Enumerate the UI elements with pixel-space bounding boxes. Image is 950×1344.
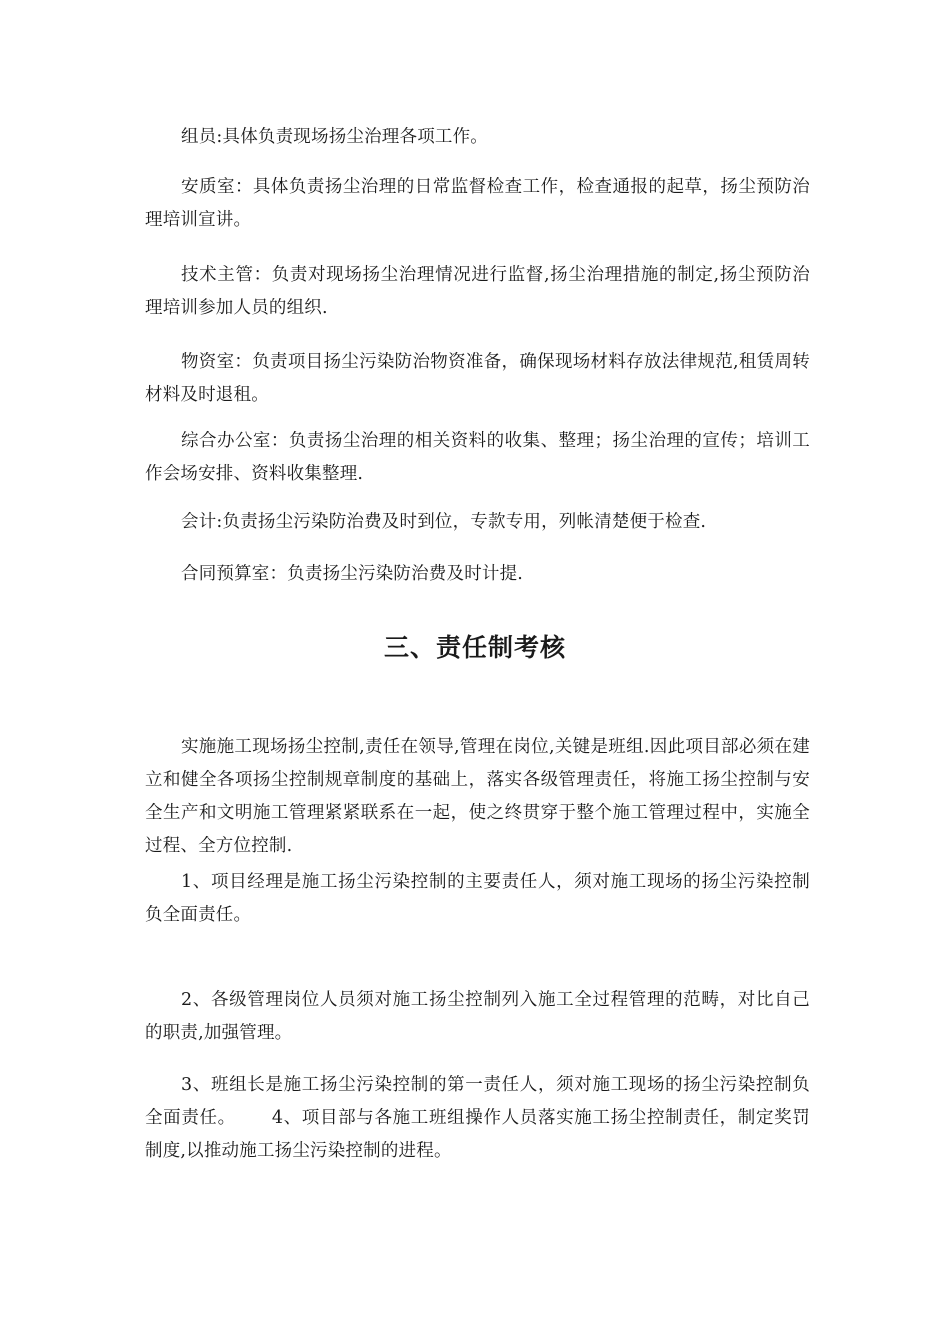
section-intro-paragraph: 实施施工现场扬尘控制,责任在领导,管理在岗位,关键是班组.因此项目部必须在建立和健全各项扬尘控制规章制度的基础上，落实各级管理责任，将施工扬尘控制与安全生产和文明施工管理紧紧联系在一起，使之终贯穿于整个施工管理过程中，实施全过程、全方位控制. <box>145 737 810 856</box>
responsibility-item-4: 4、项目部与各施工班组操作人员落实施工扬尘控制责任，制定奖罚制度,以推动施工扬尘污染控制的进程。 <box>145 1108 811 1161</box>
role-materials-office: 物资室：负责项目扬尘污染防治物资准备，确保现场材料存放法律规范,租赁周转材料及时退租。 <box>145 352 810 405</box>
responsibility-item-1: 1、项目经理是施工扬尘污染控制的主要责任人，须对施工现场的扬尘污染控制负全面责任。 <box>145 872 810 925</box>
responsibility-item-2: 2、各级管理岗位人员须对施工扬尘控制列入施工全过程管理的范畴，对比自己的职责,加强管理。 <box>145 990 810 1043</box>
role-general-office: 综合办公室：负责扬尘治理的相关资料的收集、整理；扬尘治理的宣传；培训工作会场安排、资料收集整理. <box>145 431 810 484</box>
responsibility-item-3: 3、班组长是施工扬尘污染控制的第一责任人，须对施工现场的扬尘污染控制负全面责任。 <box>145 1075 810 1128</box>
responsibility-items-3-4 <box>145 1069 810 1168</box>
role-safety-quality-office: 安质室：具体负责扬尘治理的日常监督检查工作，检查通报的起草，扬尘预防治理培训宣讲。 <box>145 177 810 230</box>
role-team-member: 组员:具体负责现场扬尘治理各项工作。 <box>181 127 488 147</box>
role-technical-supervisor: 技术主管：负责对现场扬尘治理情况进行监督,扬尘治理措施的制定,扬尘预防治理培训参加人员的组织. <box>145 265 810 318</box>
role-accountant: 会计:负责扬尘污染防治费及时到位，专款专用，列帐清楚便于检查. <box>181 512 707 532</box>
role-contract-budget-office: 合同预算室：负责扬尘污染防治费及时计提. <box>181 564 524 584</box>
section-heading: 三、责任制考核 <box>383 633 566 662</box>
